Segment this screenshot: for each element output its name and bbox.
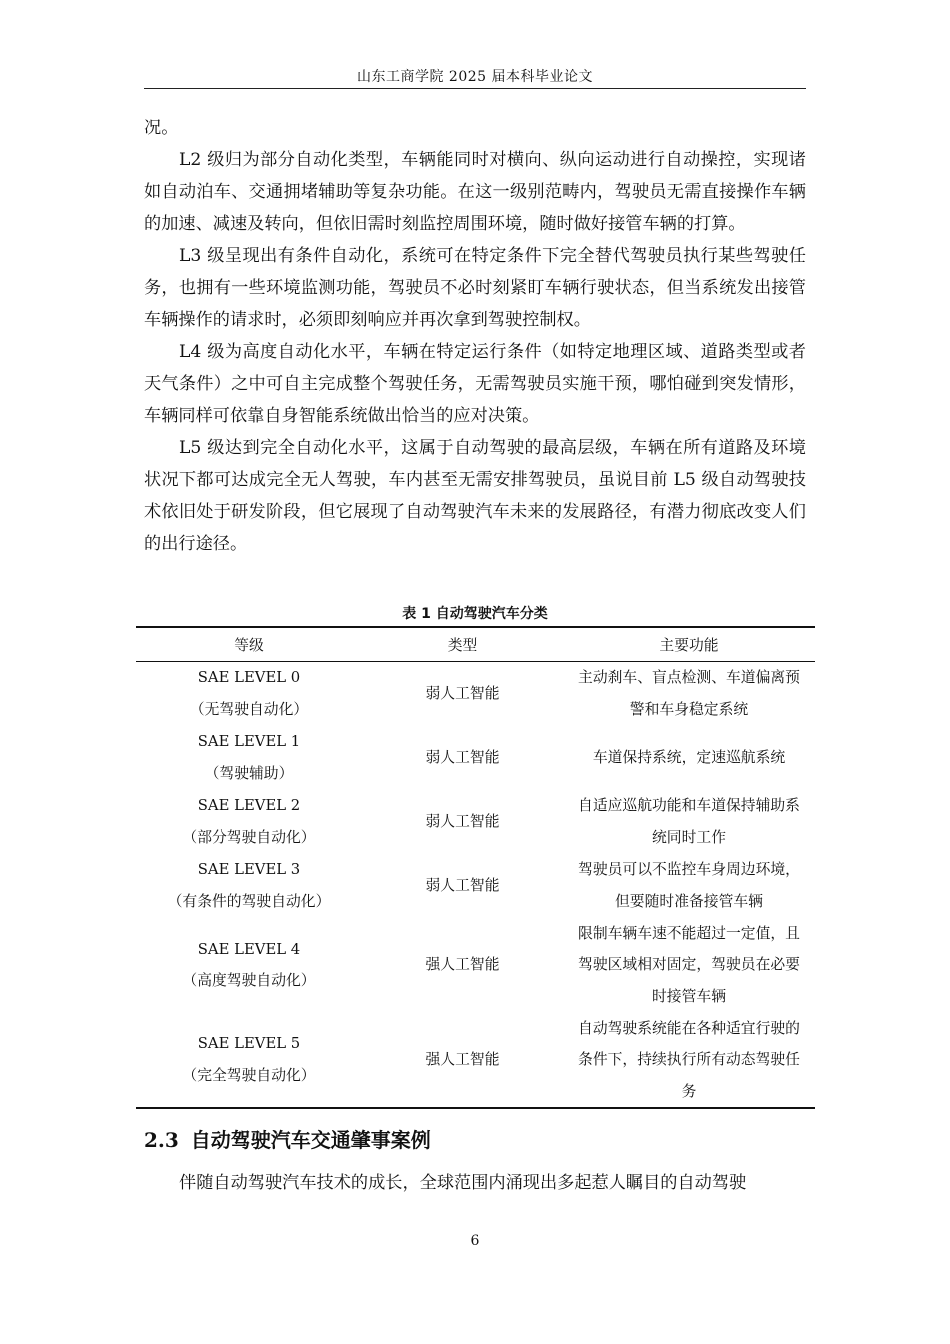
running-header: 山东工商学院 2025 届本科毕业论文 (356, 69, 594, 85)
function-line: 但要随时准备接管车辆 (615, 892, 763, 910)
table-header-row (136, 627, 815, 662)
function-line: 自适应巡航功能和车道保持辅助系 (578, 797, 800, 814)
function-line: 限制车辆车速不能超过一定值，且 (578, 924, 800, 942)
header-type: 类型 (447, 637, 478, 654)
level-desc: （驾驶辅助） (204, 764, 294, 782)
level-name: SAE LEVEL 0 (197, 669, 301, 687)
function-line: 主动刹车、盲点检测、车道偏离预 (578, 669, 800, 687)
table-row (136, 662, 815, 726)
ai-type: 强人工智能 (425, 956, 500, 974)
body-text (144, 112, 806, 560)
level-name: SAE LEVEL 4 (197, 940, 301, 958)
level-name: SAE LEVEL 2 (197, 797, 301, 814)
level-desc: （部分驾驶自动化） (182, 828, 316, 846)
function-line: 车道保持系统，定速巡航系统 (592, 748, 786, 766)
paragraph-l5: L5 级达到完全自动化水平，这属于自动驾驶的最高层级，车辆在所有道路及环境状况下都可达成完全无人驾驶，车内甚至无需安排驾驶员，虽说目前 L5 级自动驾驶技术依旧处于研发阶段，但它展现了自动驾驶汽车未来的发展路径，有潜力彻底改变人们的出行途径。 (144, 438, 806, 554)
ai-type: 弱人工智能 (425, 748, 500, 766)
function-line: 自动驾驶系统能在各种适宜行驶的 (578, 1019, 800, 1037)
paragraph-l3: L3 级呈现出有条件自动化，系统可在特定条件下完全替代驾驶员执行某些驾驶任务，也拥有一些环境监测功能，驾驶员不必时刻紧盯车辆行驶状态，但当系统发出接管车辆操作的请求时，必须即刻响应并再次拿到驾驶控制权。 (144, 246, 806, 330)
header-function: 主要功能 (659, 637, 719, 654)
section-number: 2.3 (144, 1128, 179, 1152)
classification-table (136, 626, 815, 1109)
table-row (136, 1013, 815, 1109)
level-desc: （高度驾驶自动化） (182, 972, 316, 989)
table-row (136, 790, 815, 854)
paragraph-continuation: 况。 (144, 118, 179, 138)
ai-type: 弱人工智能 (425, 685, 500, 702)
function-line: 驾驶员可以不监控车身周边环境， (578, 861, 800, 878)
level-name: SAE LEVEL 3 (197, 861, 301, 878)
level-name: SAE LEVEL 1 (197, 733, 301, 750)
function-line: 警和车身稳定系统 (629, 700, 749, 718)
level-desc: （完全驾驶自动化） (182, 1066, 316, 1084)
ai-type: 弱人工智能 (425, 876, 500, 894)
page-number: 6 (470, 1233, 480, 1249)
ai-type: 强人工智能 (425, 1051, 500, 1068)
paragraph-section-intro: 伴随自动驾驶汽车技术的成长，全球范围内涌现出多起惹人瞩目的自动驾驶 (179, 1173, 747, 1193)
level-desc: （有条件的驾驶自动化） (167, 892, 331, 910)
table-caption: 表 1 自动驾驶汽车分类 (402, 606, 548, 622)
paragraph-l2: L2 级归为部分自动化类型，车辆能同时对横向、纵向运动进行自动操控，实现诸如自动泊车、交通拥堵辅助等复杂功能。在这一级别范畴内，驾驶员无需直接操作车辆的加速、减速及转向，但依旧需时刻监控周围环境，随时做好接管车辆的打算。 (144, 150, 806, 234)
table-row (136, 918, 815, 1013)
paragraph-l4: L4 级为高度自动化水平，车辆在特定运行条件（如特定地理区域、道路类型或者天气条件）之中可自主完成整个驾驶任务，无需驾驶员实施干预，哪怕碰到突发情形，车辆同样可依靠自身智能系统做出恰当的应对决策。 (144, 342, 806, 426)
level-desc: （无驾驶自动化） (189, 700, 309, 718)
level-name: SAE LEVEL 5 (197, 1035, 301, 1053)
header-rule (144, 88, 806, 89)
table-row (136, 726, 815, 790)
function-line: 条件下，持续执行所有动态驾驶任 (578, 1051, 800, 1068)
header-level: 等级 (234, 637, 264, 654)
table-row (136, 854, 815, 918)
function-line: 务 (681, 1082, 697, 1100)
section-title: 自动驾驶汽车交通肇事案例 (190, 1128, 431, 1152)
function-line: 时接管车辆 (652, 987, 726, 1005)
function-line: 驾驶区域相对固定，驾驶员在必要 (578, 956, 800, 974)
function-line: 统同时工作 (652, 828, 726, 846)
ai-type: 弱人工智能 (425, 812, 500, 830)
section-heading (144, 1124, 431, 1153)
